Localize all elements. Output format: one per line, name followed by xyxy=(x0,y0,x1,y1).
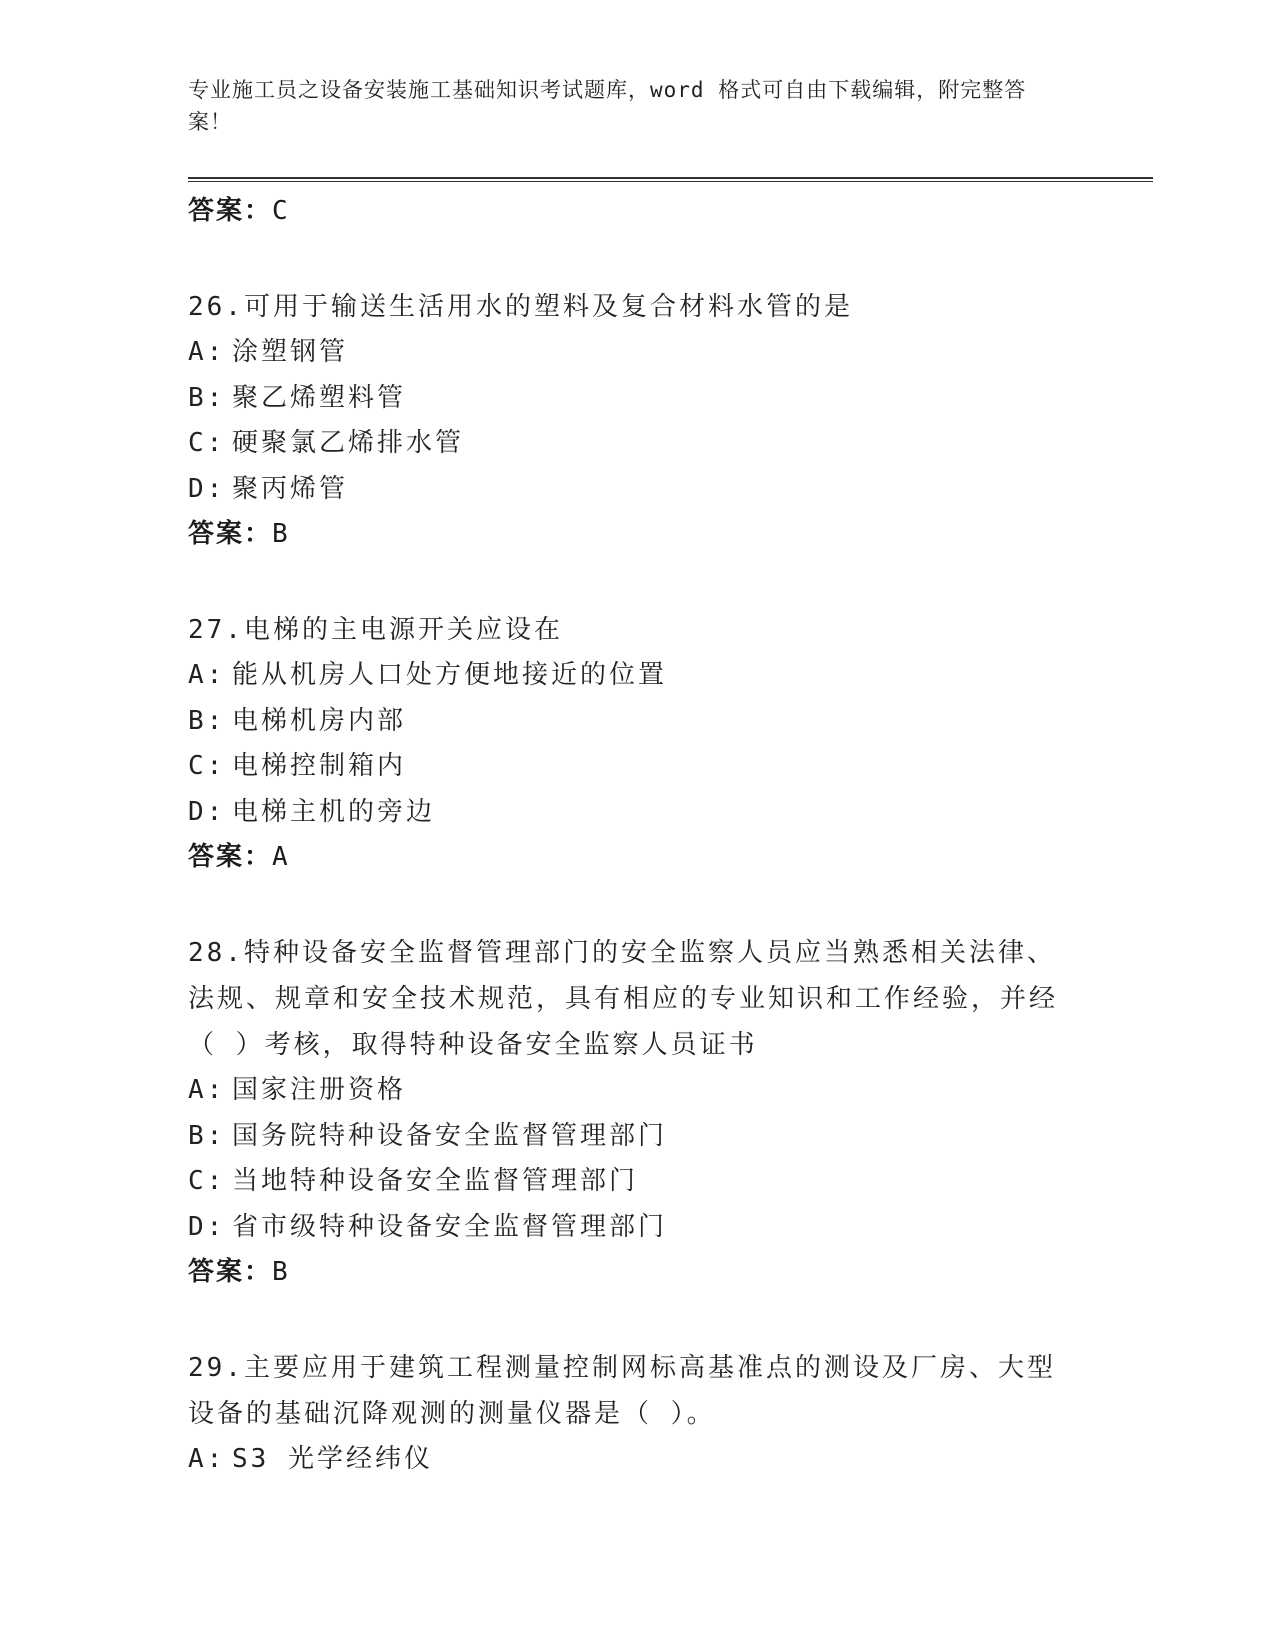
option-text: 电梯机房内部 xyxy=(232,705,407,736)
option-letter: D: xyxy=(188,796,226,827)
question-28 xyxy=(188,930,1078,1290)
answer-value: A xyxy=(272,842,289,872)
option-text: 聚乙烯塑料管 xyxy=(232,382,407,413)
answer-line xyxy=(188,193,1078,229)
option-text: 涂塑钢管 xyxy=(232,337,349,367)
option-a xyxy=(188,330,1078,376)
option-letter: C: xyxy=(188,428,226,458)
option-text: 省市级特种设备安全监督管理部门 xyxy=(232,1211,668,1242)
option-letter: B: xyxy=(188,1120,226,1151)
option-d xyxy=(188,790,1078,836)
option-letter: B: xyxy=(188,382,226,413)
option-letter: A: xyxy=(188,1444,226,1474)
answer-label: 答案： xyxy=(188,519,273,549)
option-text: 聚丙烯管 xyxy=(232,473,349,504)
option-a xyxy=(188,1068,1078,1114)
answer-line xyxy=(188,516,1078,552)
document-body xyxy=(188,193,1078,1483)
option-letter: A: xyxy=(188,1075,226,1105)
option-c xyxy=(188,421,1078,467)
option-text: S3 光学经纬仪 xyxy=(232,1444,433,1474)
question-27 xyxy=(188,607,1078,875)
option-b xyxy=(188,1114,1078,1160)
header-divider-thin xyxy=(188,181,1153,182)
option-b xyxy=(188,376,1078,422)
question-stem: 27.电梯的主电源开关应设在 xyxy=(188,615,563,645)
answer-line xyxy=(188,1254,1078,1290)
answer-label: 答案： xyxy=(188,1257,273,1287)
option-letter: D: xyxy=(188,1211,226,1242)
option-text: 硬聚氯乙烯排水管 xyxy=(232,428,465,458)
option-text: 电梯控制箱内 xyxy=(232,751,407,781)
option-letter: B: xyxy=(188,705,226,736)
option-text: 电梯主机的旁边 xyxy=(232,796,436,827)
answer-value: C xyxy=(272,196,289,226)
question-stem: 28.特种设备安全监督管理部门的安全监察人员应当熟悉相关法律、法规、规章和安全技术规范，具有相应的专业知识和工作经验，并经（ ）考核，取得特种设备安全监察人员证书 xyxy=(188,938,1059,1060)
page-header: 专业施工员之设备安装施工基础知识考试题库，word 格式可自由下载编辑，附完整答案！ xyxy=(188,78,1027,134)
question-stem: 29.主要应用于建筑工程测量控制网标高基准点的测设及厂房、大型设备的基础沉降观测的测量仪器是（ ）。 xyxy=(188,1353,1056,1429)
option-d xyxy=(188,467,1078,513)
question-stem: 26.可用于输送生活用水的塑料及复合材料水管的是 xyxy=(188,292,853,322)
answer-value: B xyxy=(272,519,289,549)
question-29 xyxy=(188,1345,1078,1483)
option-text: 国务院特种设备安全监督管理部门 xyxy=(232,1120,668,1151)
option-letter: C: xyxy=(188,751,226,781)
option-text: 国家注册资格 xyxy=(232,1075,407,1105)
option-b xyxy=(188,699,1078,745)
option-text: 当地特种设备安全监督管理部门 xyxy=(232,1166,639,1196)
option-c xyxy=(188,744,1078,790)
option-letter: D: xyxy=(188,473,226,504)
answer-label: 答案： xyxy=(188,842,273,872)
header-divider xyxy=(188,177,1153,179)
answer-value: B xyxy=(272,1257,289,1287)
option-letter: C: xyxy=(188,1166,226,1196)
option-c xyxy=(188,1159,1078,1205)
answer-line xyxy=(188,839,1078,875)
question-26 xyxy=(188,284,1078,552)
option-d xyxy=(188,1205,1078,1251)
option-letter: A: xyxy=(188,660,226,690)
answer-label: 答案： xyxy=(188,196,273,226)
option-text: 能从机房人口处方便地接近的位置 xyxy=(232,660,668,690)
option-letter: A: xyxy=(188,337,226,367)
option-a xyxy=(188,653,1078,699)
option-a xyxy=(188,1437,1078,1483)
